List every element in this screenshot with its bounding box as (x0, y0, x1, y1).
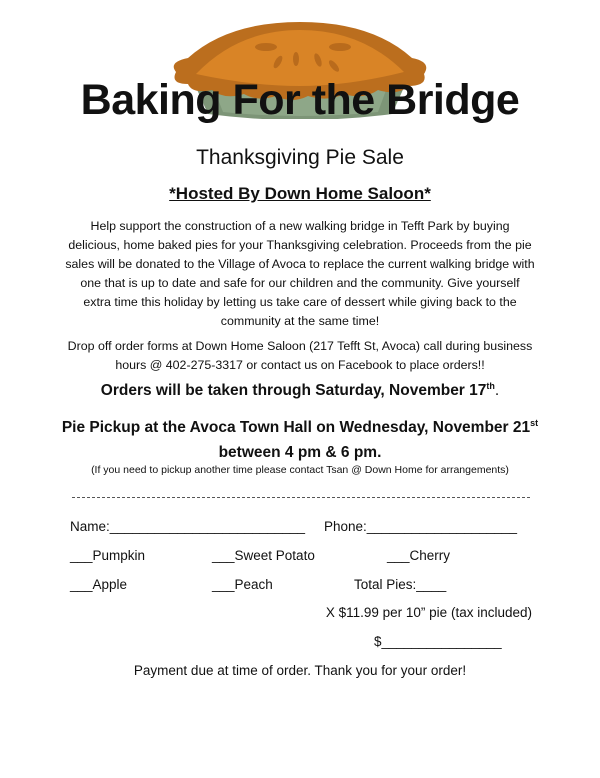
sweet-potato-field[interactable]: ___Sweet Potato (212, 548, 315, 563)
flyer-title: Baking For the Bridge (80, 76, 520, 124)
price-info: X $11.99 per 10” pie (tax included) (325, 605, 532, 620)
phone-field[interactable]: Phone:____________________ (324, 519, 517, 534)
payment-footer: Payment due at time of order. Thank you for your order! (133, 663, 467, 678)
total-amount-field[interactable]: $________________ (374, 634, 502, 649)
pickup-sup: st (530, 418, 539, 428)
pumpkin-field[interactable]: ___Pumpkin (70, 548, 146, 563)
apple-field[interactable]: ___Apple (70, 577, 128, 592)
cut-line-divider (72, 497, 530, 498)
pickup-time: between 4 pm & 6 pm. (218, 444, 382, 462)
description-paragraph: Help support the construction of a new walking bridge in Tefft Park by buying delicious, home baked pies for your Thanksgiving celebration. Proceeds from the pie sales will be donated to the Village of Avoca to replace the current walking bridge with one that is up to date and safe for our children and the community. Give yourself extra time this holiday by letting us take care of dessert while giving back to the community at the same time! (65, 219, 535, 328)
pickup-note: (If you need to pickup another time please contact Tsan @ Down Home for arrangements) (91, 464, 509, 476)
total-pies-field[interactable]: Total Pies:____ (354, 577, 447, 592)
orders-sup: th (486, 381, 495, 391)
cherry-field[interactable]: ___Cherry (387, 548, 451, 563)
orders-text: Orders will be taken through Saturday, November 17 (100, 382, 487, 400)
hosted-by: *Hosted By Down Home Saloon* (169, 184, 431, 203)
peach-field[interactable]: ___Peach (212, 577, 273, 592)
flyer-subtitle: Thanksgiving Pie Sale (196, 146, 404, 169)
orders-deadline (0, 381, 600, 400)
drop-off-paragraph: Drop off order forms at Down Home Saloon (217 Tefft St, Avoca) call during business hours @ 402-275-3317 or contact us on Facebook to place orders!! (67, 339, 533, 372)
orders-end: . (494, 382, 500, 400)
name-field[interactable]: Name:__________________________ (70, 519, 305, 534)
pickup-info (60, 411, 540, 465)
pickup-text: Pie Pickup at the Avoca Town Hall on Wednesday, November 21 (61, 419, 531, 437)
